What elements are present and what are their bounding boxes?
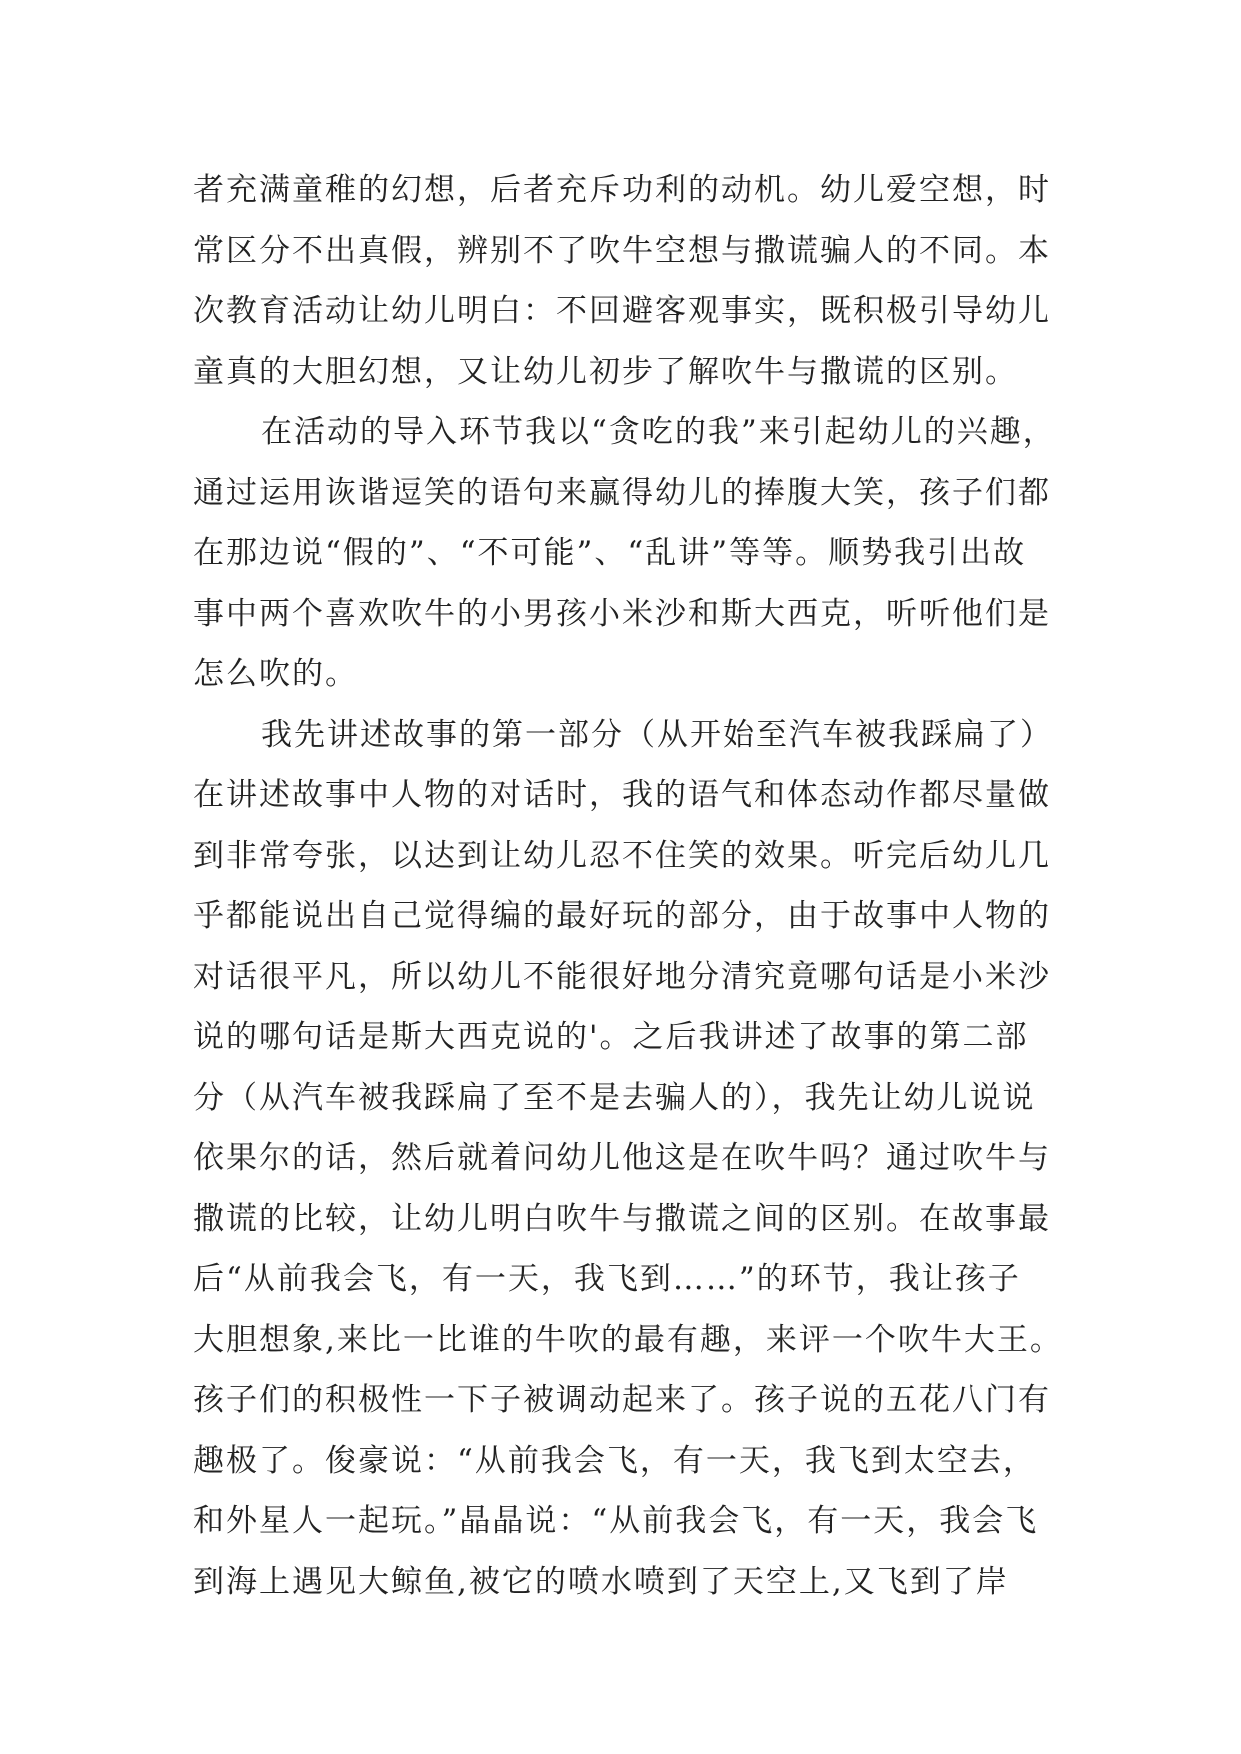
text-line: 乎都能说出自己觉得编的最好玩的部分，由于故事中人物的 (193, 898, 1051, 934)
text-line: 通过运用诙谐逗笑的语句来赢得幼儿的捧腹大笑，孩子们都 (193, 474, 1051, 511)
text-line: 孩子们的积极性一下子被调动起来了。孩子说的五花八门有 (193, 1382, 1051, 1418)
text-line: 分（从汽车被我踩扁了至不是去骗人的），我先让幼儿说说 (193, 1079, 1036, 1116)
text-line: 到海上遇见大鲸鱼,被它的喷水喷到了天空上,又飞到了岸 (193, 1563, 1009, 1600)
text-line: 常区分不出真假，辨别不了吹牛空想与撒谎骗人的不同。本 (193, 232, 1051, 269)
text-line: 趣极了。俊豪说：“从前我会飞，有一天，我飞到太空去， (193, 1442, 1036, 1479)
text-line: 后“从前我会飞，有一天，我飞到……”的环节，我让孩子 (193, 1261, 1021, 1297)
text-line: 怎么吹的。 (193, 656, 358, 692)
text-line: 和外星人一起玩。”晶晶说：“从前我会飞，有一天，我会飞 (193, 1503, 1039, 1539)
text-line: 在活动的导入环节我以“贪吃的我”来引起幼儿的兴趣， (261, 414, 1056, 450)
text-line: 撒谎的比较，让幼儿明白吹牛与撒谎之间的区别。在故事最 (193, 1200, 1051, 1237)
body-text (193, 160, 1063, 1612)
text-line: 依果尔的话，然后就着问幼儿他这是在吹牛吗？通过吹牛与 (193, 1140, 1051, 1176)
text-line: 在那边说“假的”、“不可能”、“乱讲”等等。顺势我引出故 (193, 535, 1027, 571)
text-line: 次教育活动让幼儿明白：不回避客观事实，既积极引导幼儿 (193, 293, 1051, 329)
text-line: 者充满童稚的幻想，后者充斥功利的动机。幼儿爱空想，时 (193, 172, 1051, 208)
text-line: 我先讲述故事的第一部分（从开始至汽车被我踩扁了） (261, 716, 1053, 753)
text-line: 事中两个喜欢吹牛的小男孩小米沙和斯大西克，听听他们是 (193, 595, 1051, 632)
text-line: 大胆想象,来比一比谁的牛吹的最有趣，来评一个吹牛大王。 (193, 1321, 1063, 1358)
text-line: 对话很平凡，所以幼儿不能很好地分清究竟哪句话是小米沙 (193, 958, 1051, 995)
text-line: 在讲述故事中人物的对话时，我的语气和体态动作都尽量做 (193, 777, 1051, 813)
text-line: 童真的大胆幻想，又让幼儿初步了解吹牛与撒谎的区别。 (193, 353, 1018, 390)
text-line: 到非常夸张，以达到让幼儿忍不住笑的效果。听完后幼儿几 (193, 837, 1051, 874)
text-line: 说的哪句话是斯大西克说的'。之后我讲述了故事的第二部 (193, 1019, 1029, 1055)
